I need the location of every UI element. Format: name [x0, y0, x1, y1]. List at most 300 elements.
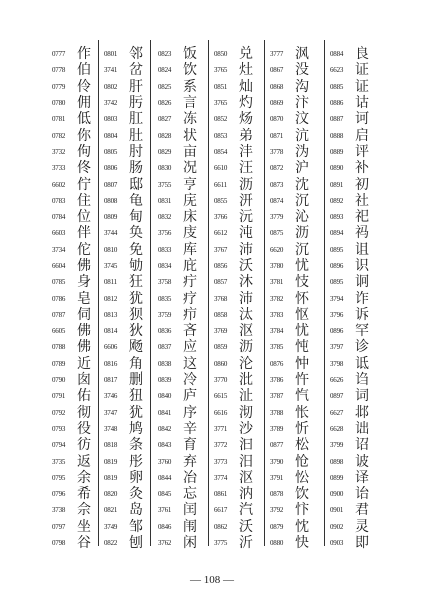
character-code: 0896	[330, 327, 344, 336]
character-code: 0777	[52, 50, 66, 59]
character-glyph: 君	[355, 502, 369, 519]
character-glyph: 诈	[355, 290, 369, 307]
character-code: 0886	[330, 99, 344, 108]
character-glyph: 弟	[239, 127, 253, 144]
character-glyph: 汽	[239, 502, 253, 519]
character-code: 6606	[104, 343, 118, 352]
character-code: 0829	[158, 147, 172, 156]
table-row	[214, 127, 253, 143]
character-code: 0839	[158, 376, 172, 385]
table-row	[52, 62, 91, 78]
character-glyph: 肠	[129, 160, 143, 177]
table-row	[270, 274, 309, 290]
character-code: 0846	[158, 522, 172, 531]
character-glyph: 沙	[239, 420, 253, 437]
character-code: 0822	[104, 539, 118, 548]
character-glyph: 岔	[129, 62, 143, 79]
character-code: 0821	[104, 506, 118, 515]
character-code: 0830	[158, 164, 172, 173]
character-glyph: 忮	[295, 274, 309, 291]
character-glyph: 快	[295, 535, 309, 552]
character-code: 0837	[158, 343, 172, 352]
character-code: 0874	[270, 196, 284, 205]
character-code: 3789	[270, 424, 284, 433]
character-glyph: 疔	[183, 274, 197, 291]
character-glyph: 亨	[183, 176, 197, 193]
character-glyph: 诎	[355, 420, 369, 437]
table-row	[158, 502, 197, 518]
character-glyph: 余	[77, 469, 91, 486]
character-code: 0860	[214, 359, 228, 368]
table-row	[270, 160, 309, 176]
table-row	[330, 356, 369, 372]
table-row	[158, 290, 197, 306]
character-code: 0845	[158, 490, 172, 499]
table-row	[330, 95, 369, 111]
character-code: 0895	[330, 245, 344, 254]
character-glyph: 启	[355, 127, 369, 144]
character-glyph: 灸	[129, 486, 143, 503]
table-row	[330, 127, 369, 143]
table-row	[214, 144, 253, 160]
table-row	[214, 209, 253, 225]
table-row	[52, 79, 91, 95]
character-code: 3788	[270, 408, 284, 417]
table-row	[270, 470, 309, 486]
character-code: 0853	[214, 131, 228, 140]
character-code: 0854	[214, 147, 228, 156]
character-glyph: 状	[183, 127, 197, 144]
character-code: 6628	[330, 424, 344, 433]
character-glyph: 亩	[183, 143, 197, 160]
character-code: 0826	[158, 99, 172, 108]
character-glyph: 沃	[239, 258, 253, 274]
character-code: 0781	[52, 115, 66, 124]
character-glyph: 即	[355, 535, 369, 552]
table-row	[158, 62, 197, 78]
table-row	[330, 46, 369, 62]
character-code: 0828	[158, 131, 172, 140]
character-code: 0805	[104, 147, 118, 156]
character-glyph: 识	[355, 258, 369, 274]
character-code: 0810	[104, 245, 118, 254]
table-row	[330, 225, 369, 241]
character-code: 0861	[214, 490, 228, 499]
table-row	[104, 62, 143, 78]
table-row	[104, 453, 143, 469]
character-code: 3746	[104, 392, 118, 401]
character-code: 3796	[330, 310, 344, 319]
character-code: 0786	[52, 294, 66, 303]
character-glyph: 你	[77, 127, 91, 144]
character-code: 3747	[104, 408, 118, 417]
character-code: 0889	[330, 147, 344, 156]
table-row	[270, 405, 309, 421]
character-glyph: 祃	[355, 225, 369, 242]
character-glyph: 怅	[295, 404, 309, 421]
character-code: 0823	[158, 50, 172, 59]
table-row	[330, 519, 369, 535]
character-code: 0841	[158, 408, 172, 417]
character-glyph: 怀	[295, 290, 309, 307]
character-code: 0803	[104, 115, 118, 124]
character-glyph: 位	[77, 209, 91, 226]
table-row	[214, 225, 253, 241]
character-code: 3784	[270, 327, 284, 336]
character-code: 3760	[158, 457, 172, 466]
table-row	[104, 144, 143, 160]
table-row	[158, 274, 197, 290]
table-row	[104, 307, 143, 323]
character-glyph: 佘	[77, 502, 91, 519]
character-code: 0857	[214, 278, 228, 287]
table-row	[104, 502, 143, 518]
table-row	[104, 356, 143, 372]
character-code: 3749	[104, 522, 118, 531]
table-row	[104, 79, 143, 95]
table-row	[158, 339, 197, 355]
character-code: 3779	[270, 213, 284, 222]
table-row	[214, 405, 253, 421]
character-glyph: 佟	[77, 160, 91, 177]
character-glyph: 证	[355, 62, 369, 79]
table-row	[330, 339, 369, 355]
character-glyph: 沛	[239, 241, 253, 258]
character-glyph: 条	[129, 437, 143, 454]
character-code: 0903	[330, 539, 344, 548]
character-glyph: 育	[183, 437, 197, 454]
character-glyph: 希	[77, 486, 91, 503]
character-glyph: 庐	[183, 388, 197, 405]
table-row	[52, 290, 91, 306]
character-glyph: 饭	[183, 46, 197, 63]
character-code: 3799	[330, 441, 344, 450]
character-code: 0858	[214, 310, 228, 319]
character-glyph: 狂	[129, 274, 143, 291]
character-glyph: 祀	[355, 209, 369, 226]
character-glyph: 汩	[239, 437, 253, 454]
character-code: 0859	[214, 343, 228, 352]
table-row	[330, 144, 369, 160]
table-row	[158, 470, 197, 486]
table-row	[52, 209, 91, 225]
character-glyph: 言	[183, 95, 197, 112]
table-row	[52, 421, 91, 437]
character-glyph: 炀	[239, 111, 253, 128]
character-code: 3770	[214, 376, 228, 385]
character-glyph: 沈	[295, 176, 309, 193]
character-glyph: 庋	[183, 225, 197, 242]
character-glyph: 沉	[295, 241, 309, 258]
character-code: 0877	[270, 441, 284, 450]
table-row	[52, 437, 91, 453]
table-row	[52, 470, 91, 486]
character-glyph: 汰	[239, 306, 253, 323]
character-glyph: 狃	[129, 388, 143, 405]
table-row	[104, 209, 143, 225]
table-row	[270, 502, 309, 518]
character-code: 0802	[104, 82, 118, 91]
character-code: 0778	[52, 66, 66, 75]
table-row	[158, 437, 197, 453]
character-code: 0852	[214, 115, 228, 124]
table-row	[270, 437, 309, 453]
table-row	[270, 339, 309, 355]
character-glyph: 肝	[129, 78, 143, 95]
character-code: 6603	[52, 229, 66, 238]
character-glyph: 忱	[295, 518, 309, 535]
character-code: 0885	[330, 82, 344, 91]
character-glyph: 飏	[129, 339, 143, 356]
character-glyph: 作	[77, 46, 91, 63]
table-row	[214, 323, 253, 339]
character-glyph: 沐	[239, 274, 253, 291]
table-row	[158, 356, 197, 372]
character-glyph: 囱	[77, 372, 91, 389]
character-glyph: 沉	[295, 192, 309, 209]
character-code: 3759	[158, 310, 172, 319]
character-glyph: 忘	[183, 486, 197, 503]
table-row	[52, 95, 91, 111]
character-glyph: 诃	[355, 111, 369, 128]
character-code: 6623	[330, 66, 344, 75]
table-row	[330, 79, 369, 95]
character-glyph: 忡	[295, 355, 309, 372]
character-code: 0887	[330, 115, 344, 124]
table-row	[52, 127, 91, 143]
character-glyph: 沨	[295, 46, 309, 63]
character-glyph: 诌	[355, 372, 369, 389]
table-row	[330, 160, 369, 176]
character-glyph: 庇	[183, 258, 197, 274]
character-code: 3766	[214, 213, 228, 222]
table-row	[270, 209, 309, 225]
character-code: 3745	[104, 262, 118, 270]
table-row	[270, 242, 309, 258]
table-row	[52, 160, 91, 176]
table-row	[158, 242, 197, 258]
character-glyph: 沤	[239, 469, 253, 486]
table-row	[158, 127, 197, 143]
table-row	[158, 421, 197, 437]
table-row	[104, 339, 143, 355]
table-row	[330, 372, 369, 388]
character-glyph: 伯	[77, 62, 91, 79]
table-row	[214, 356, 253, 372]
character-glyph: 冻	[183, 111, 197, 128]
character-code: 0867	[270, 66, 284, 75]
table-row	[330, 486, 369, 502]
character-glyph: 忪	[295, 469, 309, 486]
character-code: 0814	[104, 327, 118, 336]
table-row	[330, 502, 369, 518]
character-code: 0856	[214, 262, 228, 270]
character-code: 0788	[52, 343, 66, 352]
table-row	[52, 193, 91, 209]
character-glyph: 汭	[239, 486, 253, 503]
character-glyph: 删	[129, 372, 143, 389]
character-glyph: 沚	[239, 388, 253, 405]
character-code: 3772	[214, 441, 228, 450]
character-glyph: 役	[77, 420, 91, 437]
table-row	[52, 405, 91, 421]
character-glyph: 沥	[239, 176, 253, 193]
character-code: 0791	[52, 392, 66, 401]
table-row	[52, 176, 91, 192]
character-code: 3738	[52, 506, 66, 515]
character-glyph: 邸	[129, 176, 143, 193]
character-glyph: 犹	[129, 290, 143, 307]
table-row	[330, 405, 369, 421]
character-code: 3769	[214, 327, 228, 336]
character-glyph: 良	[355, 46, 369, 63]
character-code: 3777	[270, 50, 284, 59]
character-code: 0892	[330, 196, 344, 205]
character-glyph: 沤	[239, 323, 253, 340]
table-row	[158, 111, 197, 127]
table-row	[214, 176, 253, 192]
character-code: 0902	[330, 522, 344, 531]
table-row	[158, 372, 197, 388]
table-row	[104, 372, 143, 388]
character-code: 0836	[158, 327, 172, 336]
character-code: 3790	[270, 457, 284, 466]
character-glyph: 词	[355, 388, 369, 405]
character-code: 3742	[104, 99, 118, 108]
character-code: 0876	[270, 359, 284, 368]
table-column	[52, 46, 91, 551]
table-row	[270, 95, 309, 111]
table-row	[270, 79, 309, 95]
table-row	[214, 388, 253, 404]
character-glyph: 邻	[129, 46, 143, 63]
character-code: 0820	[104, 490, 118, 499]
table-row	[330, 388, 369, 404]
character-glyph: 冶	[183, 469, 197, 486]
table-row	[214, 470, 253, 486]
character-code: 0831	[158, 196, 172, 205]
character-glyph: 没	[295, 62, 309, 79]
table-row	[158, 258, 197, 274]
table-column	[330, 46, 369, 551]
table-row	[270, 225, 309, 241]
table-row	[52, 372, 91, 388]
character-glyph: 忭	[295, 502, 309, 519]
character-code: 0872	[270, 164, 284, 173]
table-row	[270, 388, 309, 404]
character-code: 0893	[330, 213, 344, 222]
character-code: 0868	[270, 82, 284, 91]
table-row	[104, 274, 143, 290]
table-row	[214, 258, 253, 274]
character-code: 0833	[158, 245, 172, 254]
column-rule	[150, 40, 151, 546]
character-glyph: 诒	[355, 486, 369, 503]
table-row	[52, 502, 91, 518]
table-row	[270, 421, 309, 437]
table-row	[330, 193, 369, 209]
character-code: 3732	[52, 147, 66, 156]
table-row	[158, 209, 197, 225]
table-row	[330, 176, 369, 192]
character-code: 0784	[52, 213, 66, 222]
character-code: 0855	[214, 196, 228, 205]
table-row	[270, 453, 309, 469]
character-code: 0900	[330, 490, 344, 499]
table-row	[104, 258, 143, 274]
character-glyph: 这	[183, 355, 197, 372]
character-glyph: 诇	[355, 274, 369, 291]
table-row	[214, 502, 253, 518]
character-code: 0787	[52, 310, 66, 319]
character-code: 0884	[330, 50, 344, 59]
character-glyph: 沏	[239, 404, 253, 421]
character-code: 3774	[214, 473, 228, 482]
character-glyph: 吝	[183, 323, 197, 340]
character-code: 0832	[158, 213, 172, 222]
character-glyph: 近	[77, 355, 91, 372]
table-row	[104, 111, 143, 127]
table-column	[158, 46, 197, 551]
character-code: 0840	[158, 392, 172, 401]
character-code: 3778	[270, 147, 284, 156]
character-code: 6616	[214, 408, 228, 417]
character-glyph: 庑	[183, 192, 197, 209]
character-code: 0898	[330, 457, 344, 466]
character-glyph: 沣	[239, 143, 253, 160]
character-code: 6610	[214, 164, 228, 173]
character-glyph: 应	[183, 339, 197, 356]
character-code: 0792	[52, 408, 66, 417]
character-glyph: 彻	[77, 404, 91, 421]
character-code: 0843	[158, 441, 172, 450]
character-glyph: 沘	[239, 372, 253, 389]
character-code: 3765	[214, 66, 228, 75]
character-glyph: 卵	[129, 469, 143, 486]
character-glyph: 甸	[129, 209, 143, 226]
character-code: 0825	[158, 82, 172, 91]
character-code: 0811	[104, 278, 117, 287]
column-rule	[264, 40, 265, 546]
character-code: 3768	[214, 294, 228, 303]
table-row	[158, 144, 197, 160]
character-glyph: 佗	[77, 241, 91, 258]
character-glyph: 忧	[295, 258, 309, 274]
character-glyph: 佛	[77, 258, 91, 274]
character-glyph: 免	[129, 241, 143, 258]
character-code: 6627	[330, 408, 344, 417]
table-row	[104, 421, 143, 437]
table-row	[158, 453, 197, 469]
character-code: 3735	[52, 457, 66, 466]
character-code: 3786	[270, 376, 284, 385]
character-glyph: 身	[77, 274, 91, 291]
character-glyph: 冷	[183, 372, 197, 389]
character-glyph: 床	[183, 209, 197, 226]
table-row	[104, 437, 143, 453]
character-glyph: 劬	[129, 258, 143, 274]
table-row	[52, 144, 91, 160]
table-row	[270, 62, 309, 78]
table-row	[214, 95, 253, 111]
character-glyph: 龟	[129, 192, 143, 209]
character-glyph: 肚	[129, 127, 143, 144]
character-code: 0844	[158, 473, 172, 482]
character-code: 3744	[104, 229, 118, 238]
table-row	[270, 127, 309, 143]
table-row	[214, 242, 253, 258]
character-code: 0896	[330, 262, 344, 270]
